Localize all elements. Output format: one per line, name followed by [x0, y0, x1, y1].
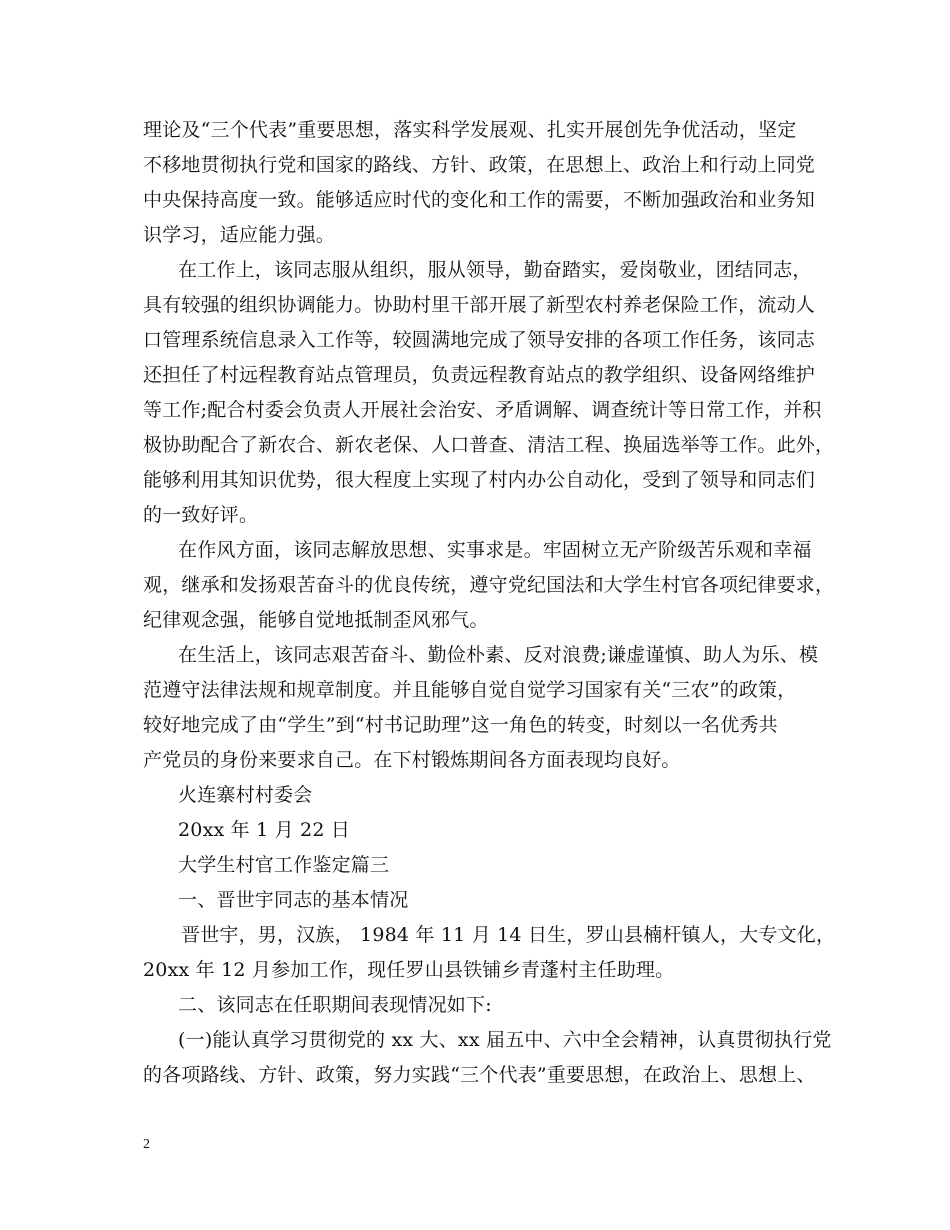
text-line: 范遵守法律法规和规章制度。并且能够自觉自觉学习国家有关“三农”的政策， [143, 679, 797, 701]
text-line: 极协助配合了新农合、新农老保、人口普查、清洁工程、换届选举等工作。此外， [143, 434, 835, 456]
page-number: 2 [143, 1137, 150, 1152]
text-line: 产党员的身份来要求自己。在下村锻炼期间各方面表现均良好。 [143, 749, 681, 771]
text-line: 纪律观念强，能够自觉地抵制歪风邪气。 [143, 609, 489, 631]
text-line: 识学习，适应能力强。 [143, 224, 336, 246]
text-line: 观，继承和发扬艰苦奋斗的优良传统，遵守党纪国法和大学生村官各项纪律要求， [143, 574, 835, 596]
text-line: 的各项路线、方针、政策，努力实践“三个代表”重要思想，在政治上、思想上、 [143, 1064, 816, 1086]
paragraph-start-line: 在工作上，该同志服从组织，服从领导，勤奋踏实，爱岗敬业，团结同志， [178, 259, 812, 281]
paragraph-start-line: 晋世宇，男，汉族， 1984 年 11 月 14 日生，罗山县楠杆镇人，大专文化， [181, 924, 836, 946]
text-line: 较好地完成了由“学生”到“村书记助理”这一角色的转变，时刻以一名优秀共 [143, 714, 778, 736]
text-line: 口管理系统信息录入工作等，较圆满地完成了领导安排的各项工作任务，该同志 [143, 329, 816, 351]
text-line: 理论及“三个代表”重要思想，落实科学发展观、扎实开展创先争优活动，坚定 [143, 119, 797, 141]
text-line: 20xx 年 12 月参加工作，现任罗山县铁铺乡青蓬村主任助理。 [143, 959, 675, 981]
paragraph-start-line: (一)能认真学习贯彻党的 xx 大、xx 届五中、六中全会精神，认真贯彻执行党 [178, 1029, 832, 1051]
text-line: 能够利用其知识优势，很大程度上实现了村内办公自动化，受到了领导和同志们 [143, 469, 816, 491]
text-line: 中央保持高度一致。能够适应时代的变化和工作的需要，不断加强政治和业务知 [143, 189, 816, 211]
text-line: 不移地贯彻执行党和国家的路线、方针、政策，在思想上、政治上和行动上同党 [143, 154, 816, 176]
text-line: 等工作;配合村委会负责人开展社会治安、矛盾调解、调查统计等日常工作，并积 [143, 399, 822, 421]
text-line: 具有较强的组织协调能力。协助村里干部开展了新型农村养老保险工作，流动人 [143, 294, 816, 316]
signature-organization: 火连寨村村委会 [178, 784, 313, 806]
paragraph-start-line: 在生活上，该同志艰苦奋斗、勤俭朴素、反对浪费;谦虚谨慎、助人为乐、模 [178, 644, 819, 666]
text-line: 的一致好评。 [143, 504, 259, 526]
signature-date: 20xx 年 1 月 22 日 [178, 819, 351, 841]
section-heading: 二、该同志在任职期间表现情况如下: [178, 994, 492, 1016]
paragraph-start-line: 在作风方面，该同志解放思想、实事求是。牢固树立无产阶级苦乐观和幸福 [178, 539, 812, 561]
text-line: 还担任了村远程教育站点管理员，负责远程教育站点的教学组织、设备网络维护 [143, 364, 816, 386]
section-title: 大学生村官工作鉴定篇三 [178, 854, 390, 876]
section-heading: 一、晋世宇同志的基本情况 [178, 889, 409, 911]
